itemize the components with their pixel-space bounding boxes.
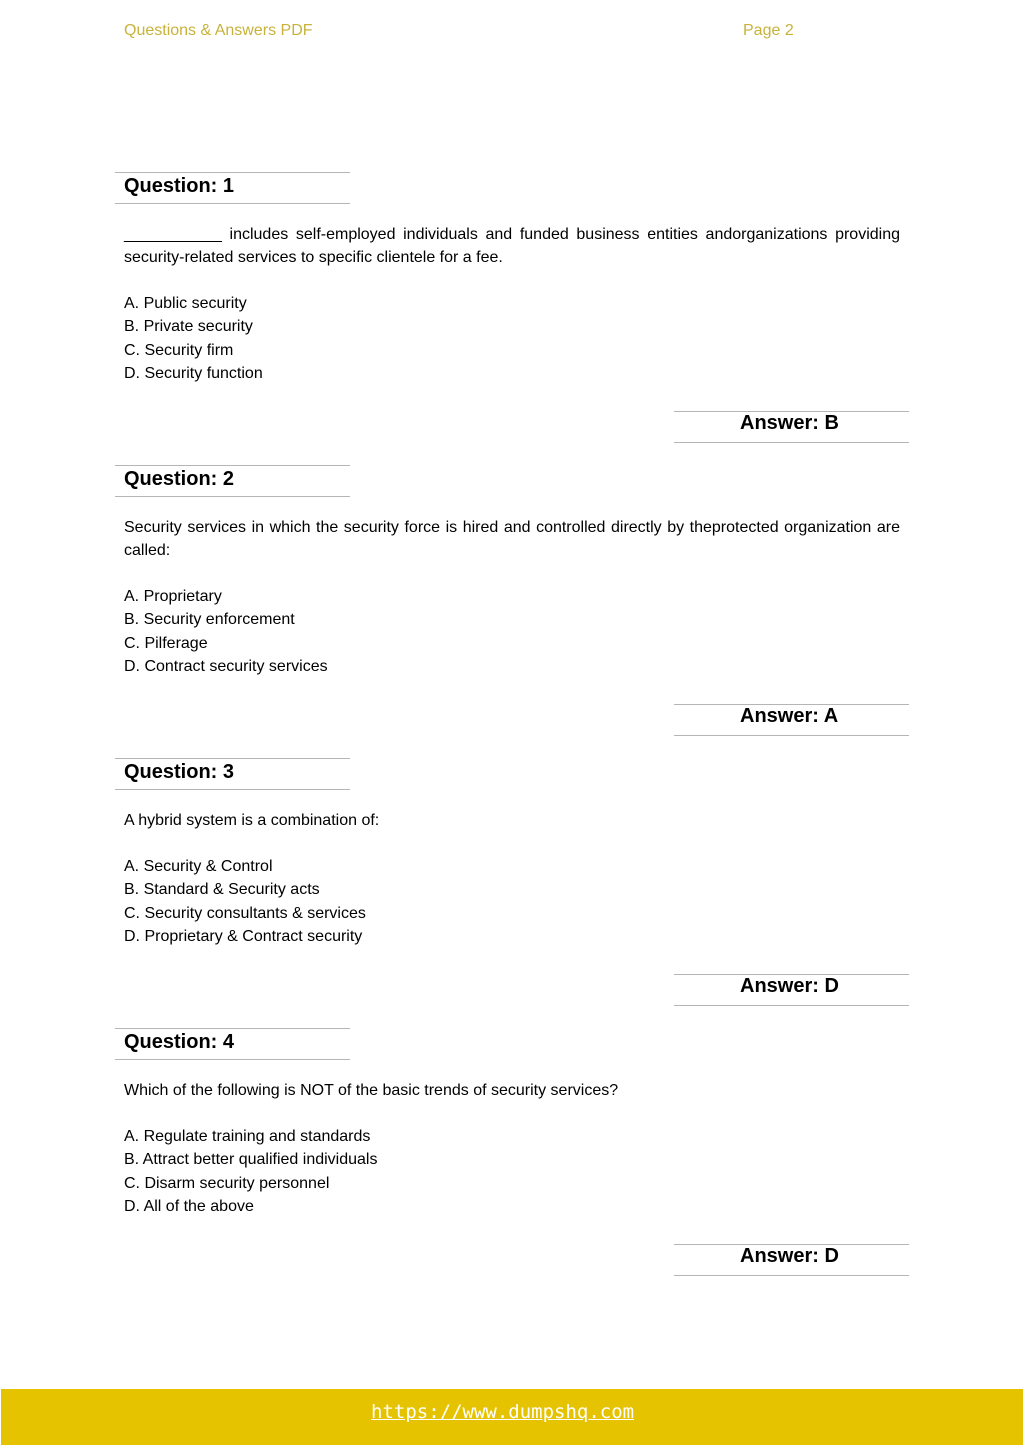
question-heading bbox=[115, 1028, 350, 1060]
question-heading bbox=[115, 172, 350, 204]
question-text: Security services in which the security force is hired and controlled directly by theprotected organization are called: bbox=[124, 519, 900, 559]
answer-box bbox=[674, 1244, 909, 1276]
option-b: B. Attract better qualified individuals bbox=[124, 1151, 378, 1169]
question-heading bbox=[115, 465, 350, 497]
answer-text: Answer: D bbox=[740, 1245, 839, 1267]
option-a: A. Security & Control bbox=[124, 858, 273, 875]
question-title: Question: 3 bbox=[124, 761, 235, 783]
question-title: Question: 1 bbox=[124, 175, 235, 197]
page-number: Page 2 bbox=[743, 22, 794, 39]
option-b: B. Security enforcement bbox=[124, 611, 295, 629]
option-c: C. Disarm security personnel bbox=[124, 1174, 330, 1192]
option-d: D. All of the above bbox=[124, 1197, 254, 1215]
answer-box bbox=[674, 974, 909, 1006]
option-b: B. Standard & Security acts bbox=[124, 881, 320, 899]
option-b: B. Private security bbox=[124, 318, 253, 336]
footer-bar bbox=[1, 1389, 1023, 1445]
answer-text: Answer: B bbox=[740, 412, 839, 434]
options-list bbox=[124, 855, 366, 948]
option-d: D. Security function bbox=[124, 364, 263, 382]
answer-box bbox=[674, 411, 909, 443]
option-c: C. Pilferage bbox=[124, 634, 208, 652]
option-d: D. Contract security services bbox=[124, 657, 328, 675]
question-text: A hybrid system is a combination of: bbox=[124, 812, 380, 829]
question-title: Question: 2 bbox=[124, 468, 235, 490]
option-d: D. Proprietary & Contract security bbox=[124, 927, 363, 945]
options-list bbox=[124, 292, 263, 385]
question-heading bbox=[115, 758, 350, 790]
answer-box bbox=[674, 704, 909, 736]
option-a: A. Proprietary bbox=[124, 588, 222, 605]
options-list bbox=[124, 585, 328, 678]
option-a: A. Regulate training and standards bbox=[124, 1128, 371, 1145]
footer-link[interactable]: https://www.dumpshq.com bbox=[371, 1401, 635, 1423]
answer-text: Answer: D bbox=[740, 975, 839, 997]
header-title: Questions & Answers PDF bbox=[124, 22, 313, 39]
option-a: A. Public security bbox=[124, 295, 247, 312]
question-title: Question: 4 bbox=[124, 1031, 235, 1053]
options-list bbox=[124, 1125, 377, 1218]
question-text: ___________ includes self-employed individuals and funded business entities andorganizations providing security-related services to specific clientele for a fee. bbox=[124, 226, 900, 266]
question-text: Which of the following is NOT of the basic trends of security services? bbox=[124, 1082, 619, 1099]
answer-text: Answer: A bbox=[740, 705, 839, 727]
option-c: C. Security firm bbox=[124, 341, 234, 359]
option-c: C. Security consultants & services bbox=[124, 904, 366, 922]
